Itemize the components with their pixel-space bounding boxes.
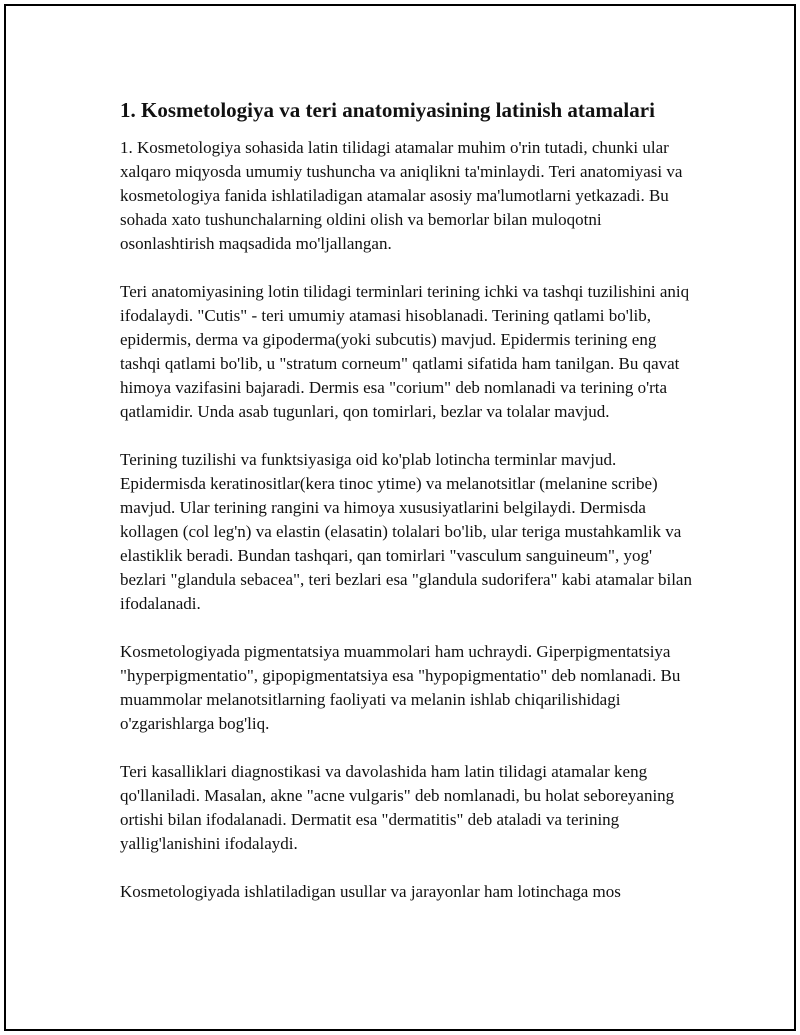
paragraph-pigmentation: Kosmetologiyada pigmentatsiya muammolari ham uchraydi. Giperpigmentatsiya "hyperpigmentatio", gipopigmentatsiya esa "hypopigmentatio" deb nomlanadi. Bu muammolar melanotsitlarning faoliyati va melanin ishlab chiqarilishidagi o'zgarishlarga bog'liq. bbox=[120, 642, 681, 733]
document-page bbox=[4, 4, 796, 1031]
section-heading: 1. Kosmetologiya va teri anatomiyasining latinish atamalari bbox=[120, 98, 655, 122]
paragraph-intro: 1. Kosmetologiya sohasida latin tilidagi atamalar muhim o'rin tutadi, chunki ular xalqaro miqyosda umumiy tushuncha va aniqlikni ta'minlaydi. Teri anatomiyasi va kosmetologiya fanida ishlatiladigan atamalar asosiy ma'lumotlarni yetkazadi. Bu sohada xato tushunchalarning oldini olish va bemorlar bilan muloqotni osonlashtirish maqsadida mo'ljallangan. bbox=[120, 138, 683, 253]
paragraph-skin-diseases: Teri kasalliklari diagnostikasi va davolashida ham latin tilidagi atamalar keng qo'llaniladi. Masalan, akne "acne vulgaris" deb nomlanadi, bu holat seboreyaning ortishi bilan ifodalanadi. Dermatit esa "dermatitis" deb ataladi va terining yallig'lanishini ifodalaydi. bbox=[120, 762, 675, 853]
paragraph-structure-terms: Terining tuzilishi va funktsiyasiga oid ko'plab lotincha terminlar mavjud. Epidermisda keratinositlar(kera tinoc ytime) va melanotsitlar (melanine scribe) mavjud. Ular terining rangini va himoya xususiyatlarini belgilaydi. Dermisda kollagen (col leg'n) va elastin (elasatin) tolalari bo'lib, ular teriga mustahkamlik va elastiklik beradi. Bundan tashqari, qan tomirlari "vasculum sanguineum", yog' bezlari "glandula sebacea", teri bezlari esa "glandula sudorifera" kabi atamalar bilan ifodalanadi. bbox=[120, 450, 692, 613]
paragraph-methods: Kosmetologiyada ishlatiladigan usullar va jarayonlar ham lotinchaga mos bbox=[120, 882, 621, 901]
document-content bbox=[120, 96, 700, 928]
paragraph-anatomy-terms: Teri anatomiyasining lotin tilidagi terminlari terining ichki va tashqi tuzilishini aniq ifodalaydi. "Cutis" - teri umumiy atamasi hisoblanadi. Terining qatlami bo'lib, epidermis, derma va gipoderma(yoki subcutis) mavjud. Epidermis terining eng tashqi qatlami bo'lib, u "stratum corneum" qatlami sifatida ham tanilgan. Bu qavat himoya vazifasini bajaradi. Dermis esa "corium" deb nomlanadi va terining o'rta qatlamidir. Unda asab tugunlari, qon tomirlari, bezlar va tolalar mavjud. bbox=[120, 282, 690, 421]
